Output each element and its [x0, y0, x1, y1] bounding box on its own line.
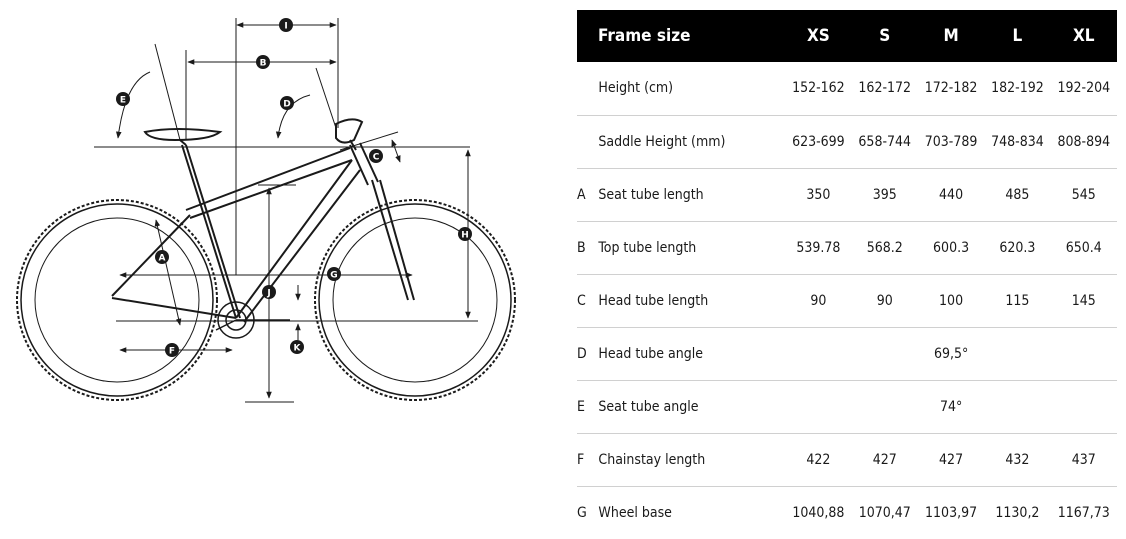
row-label: Chainstay length: [598, 451, 706, 468]
cell-l: 432: [1005, 451, 1030, 468]
cell-s: 162-172: [858, 80, 912, 97]
row-letter: E: [577, 398, 585, 415]
row-letter: G: [577, 504, 587, 521]
cell-all-sizes: 69,5°: [933, 345, 969, 362]
svg-text:K: K: [293, 343, 301, 354]
cell-xl: 545: [1071, 186, 1096, 203]
cell-m: 100: [939, 292, 964, 309]
geometry-table-body: [577, 62, 1117, 539]
callout-F: [165, 343, 179, 357]
cell-s: 568.2: [866, 239, 903, 256]
cell-s: 427: [872, 451, 897, 468]
cell-m: 172-182: [924, 80, 978, 97]
row-letter: F: [577, 451, 585, 468]
cell-m: 1103,97: [925, 504, 978, 521]
row-letter: A: [577, 186, 586, 203]
cell-xl: 192-204: [1057, 80, 1111, 97]
svg-text:F: F: [168, 346, 176, 357]
table-row: [577, 62, 1117, 115]
crankset: [216, 302, 290, 338]
cell-xs: 539.78: [796, 239, 841, 256]
table-row: [577, 168, 1117, 221]
cell-xs: 350: [806, 186, 831, 203]
table-row: [577, 380, 1117, 433]
cell-s: 658-744: [858, 133, 912, 150]
size-xl-heading: XL: [1051, 10, 1117, 62]
cell-l: 485: [1005, 186, 1030, 203]
svg-text:A: A: [158, 253, 166, 264]
callout-J: [262, 285, 276, 299]
cell-l: 1130,2: [995, 504, 1040, 521]
table-row: [577, 327, 1117, 380]
callout-G: [327, 267, 341, 281]
cell-xs: 422: [806, 451, 831, 468]
dim-C: [392, 140, 400, 162]
cell-xl: 437: [1071, 451, 1096, 468]
row-letter: B: [577, 239, 586, 256]
row-letter: C: [577, 292, 586, 309]
cell-xs: 1040,88: [792, 504, 845, 521]
callout-B: [256, 55, 270, 69]
callout-H: [458, 227, 472, 241]
cell-m: 703-789: [924, 133, 978, 150]
svg-text:B: B: [259, 58, 267, 69]
size-s-heading: S: [852, 10, 918, 62]
size-m-heading: M: [918, 10, 984, 62]
geometry-table: [577, 10, 1117, 539]
row-letter: D: [577, 345, 587, 362]
callout-C: [369, 149, 383, 163]
bike-geometry-diagram: [0, 0, 560, 534]
cell-all-sizes: 74°: [939, 398, 963, 415]
cell-xs: 90: [810, 292, 827, 309]
row-label: Seat tube length: [598, 186, 704, 203]
row-letter: [577, 62, 598, 115]
svg-text:D: D: [283, 99, 291, 110]
row-label: Height (cm): [598, 80, 674, 97]
cell-xl: 145: [1071, 292, 1096, 309]
table-row: [577, 221, 1117, 274]
row-label: Top tube length: [598, 239, 697, 256]
row-label: Head tube length: [598, 292, 709, 309]
cell-l: 115: [1005, 292, 1030, 309]
row-label: Saddle Height (mm): [598, 133, 726, 150]
size-xs-heading: XS: [785, 10, 851, 62]
frame-size-heading: Frame size: [577, 10, 785, 62]
handlebar: [336, 119, 362, 150]
cell-xs: 152-162: [792, 80, 845, 97]
cell-s: 1070,47: [858, 504, 911, 521]
table-row: [577, 486, 1117, 539]
cell-xl: 1167,73: [1057, 504, 1110, 521]
callout-K: [290, 340, 304, 354]
svg-text:H: H: [461, 230, 469, 241]
cell-xl: 808-894: [1057, 133, 1111, 150]
front-wheel: [315, 200, 515, 400]
callout-A: [155, 250, 169, 264]
row-label: Seat tube angle: [598, 398, 699, 415]
bike-geometry-svg: [0, 0, 560, 534]
cell-xs: 623-699: [792, 133, 845, 150]
cell-xl: 650.4: [1065, 239, 1102, 256]
geometry-table-header: [577, 10, 1117, 62]
saddle: [145, 129, 220, 145]
row-label: Wheel base: [598, 504, 672, 521]
row-label: Head tube angle: [598, 345, 703, 362]
cell-l: 182-192: [991, 80, 1044, 97]
cell-l: 748-834: [991, 133, 1044, 150]
svg-text:E: E: [119, 95, 127, 106]
header-row: [577, 10, 1117, 62]
cell-m: 600.3: [933, 239, 970, 256]
callout-D: [280, 96, 294, 110]
cell-s: 90: [876, 292, 893, 309]
table-row: [577, 115, 1117, 168]
cell-l: 620.3: [999, 239, 1036, 256]
table-row: [577, 274, 1117, 327]
cell-s: 395: [872, 186, 897, 203]
cell-m: 440: [939, 186, 964, 203]
callout-I: [279, 18, 293, 32]
svg-text:J: J: [267, 288, 271, 299]
table-row: [577, 433, 1117, 486]
cell-m: 427: [939, 451, 964, 468]
callout-E: [116, 92, 130, 106]
size-l-heading: L: [984, 10, 1050, 62]
rear-wheel: [17, 200, 217, 400]
svg-text:C: C: [372, 152, 380, 163]
row-letter: [577, 115, 598, 168]
svg-text:I: I: [284, 21, 288, 32]
svg-text:G: G: [330, 270, 338, 281]
